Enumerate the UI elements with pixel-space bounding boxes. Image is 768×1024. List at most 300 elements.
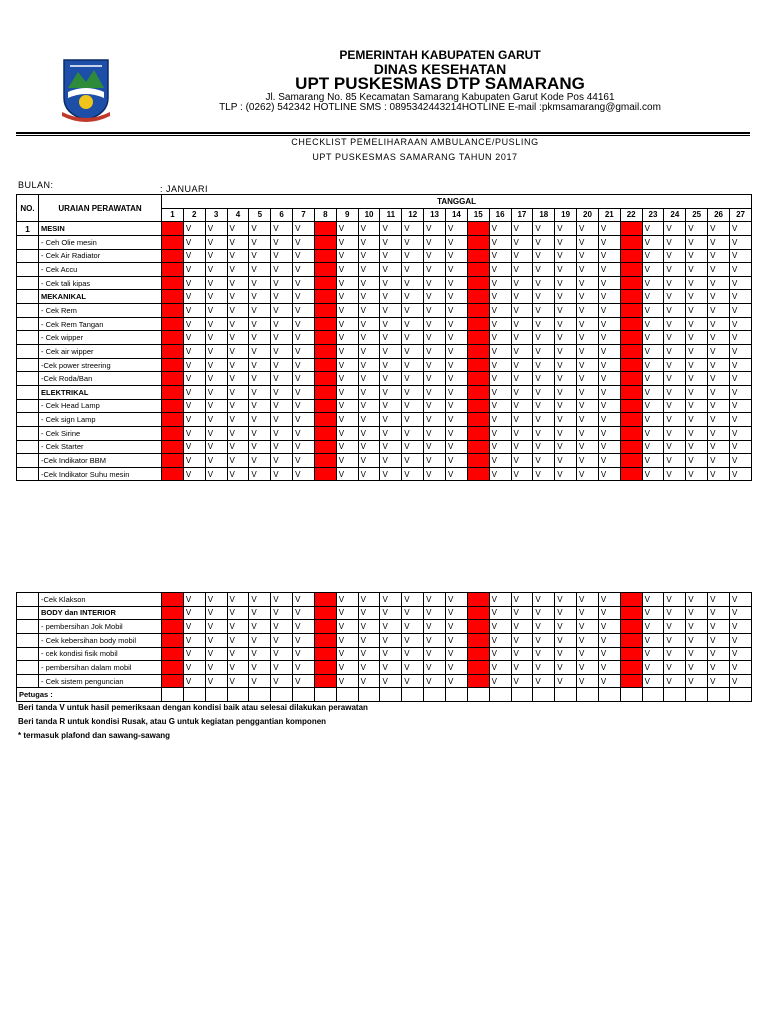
check-cell[interactable]: V bbox=[686, 454, 708, 468]
check-cell[interactable]: V bbox=[686, 345, 708, 359]
check-cell[interactable]: V bbox=[380, 235, 402, 249]
check-cell[interactable]: V bbox=[293, 385, 315, 399]
check-cell[interactable]: V bbox=[424, 249, 446, 263]
check-cell[interactable]: V bbox=[336, 454, 358, 468]
check-cell[interactable]: V bbox=[729, 385, 751, 399]
check-cell[interactable]: V bbox=[380, 647, 402, 661]
check-cell[interactable]: V bbox=[271, 304, 293, 318]
check-cell[interactable]: V bbox=[686, 426, 708, 440]
check-cell[interactable]: V bbox=[227, 440, 249, 454]
check-cell[interactable]: V bbox=[402, 222, 424, 236]
check-cell[interactable]: V bbox=[227, 647, 249, 661]
check-cell[interactable]: V bbox=[358, 276, 380, 290]
check-cell[interactable]: V bbox=[293, 633, 315, 647]
check-cell[interactable]: V bbox=[577, 372, 599, 386]
check-cell[interactable]: V bbox=[205, 620, 227, 634]
check-cell[interactable]: V bbox=[511, 331, 533, 345]
check-cell[interactable]: V bbox=[642, 345, 664, 359]
check-cell[interactable]: V bbox=[533, 276, 555, 290]
check-cell[interactable]: V bbox=[729, 263, 751, 277]
check-cell[interactable]: V bbox=[642, 385, 664, 399]
check-cell[interactable]: V bbox=[729, 358, 751, 372]
check-cell[interactable]: V bbox=[205, 661, 227, 675]
check-cell[interactable]: V bbox=[577, 454, 599, 468]
check-cell[interactable]: V bbox=[271, 647, 293, 661]
check-cell[interactable]: V bbox=[424, 647, 446, 661]
check-cell[interactable]: V bbox=[664, 304, 686, 318]
check-cell[interactable]: V bbox=[577, 633, 599, 647]
check-cell[interactable]: V bbox=[293, 345, 315, 359]
check-cell[interactable]: V bbox=[598, 331, 620, 345]
check-cell[interactable]: V bbox=[489, 620, 511, 634]
check-cell[interactable]: V bbox=[577, 426, 599, 440]
check-cell[interactable]: V bbox=[489, 317, 511, 331]
check-cell[interactable]: V bbox=[424, 276, 446, 290]
check-cell[interactable]: V bbox=[489, 372, 511, 386]
check-cell[interactable]: V bbox=[489, 674, 511, 688]
check-cell[interactable]: V bbox=[205, 674, 227, 688]
check-cell[interactable]: V bbox=[489, 290, 511, 304]
check-cell[interactable]: V bbox=[445, 317, 467, 331]
check-cell[interactable]: V bbox=[249, 413, 271, 427]
check-cell[interactable]: V bbox=[511, 290, 533, 304]
check-cell[interactable]: V bbox=[249, 263, 271, 277]
check-cell[interactable]: V bbox=[555, 385, 577, 399]
check-cell[interactable]: V bbox=[729, 290, 751, 304]
check-cell[interactable]: V bbox=[183, 331, 205, 345]
check-cell[interactable]: V bbox=[249, 593, 271, 607]
signature-cell[interactable] bbox=[227, 688, 249, 702]
check-cell[interactable]: V bbox=[183, 304, 205, 318]
check-cell[interactable]: V bbox=[577, 249, 599, 263]
check-cell[interactable]: V bbox=[445, 620, 467, 634]
check-cell[interactable]: V bbox=[686, 593, 708, 607]
check-cell[interactable]: V bbox=[402, 372, 424, 386]
check-cell[interactable]: V bbox=[533, 385, 555, 399]
check-cell[interactable]: V bbox=[380, 276, 402, 290]
signature-cell[interactable] bbox=[708, 688, 730, 702]
check-cell[interactable]: V bbox=[577, 647, 599, 661]
check-cell[interactable]: V bbox=[729, 317, 751, 331]
check-cell[interactable]: V bbox=[205, 467, 227, 481]
check-cell[interactable]: V bbox=[686, 606, 708, 620]
check-cell[interactable]: V bbox=[271, 467, 293, 481]
check-cell[interactable]: V bbox=[664, 372, 686, 386]
check-cell[interactable]: V bbox=[293, 304, 315, 318]
check-cell[interactable]: V bbox=[402, 674, 424, 688]
check-cell[interactable]: V bbox=[227, 606, 249, 620]
check-cell[interactable]: V bbox=[555, 454, 577, 468]
check-cell[interactable]: V bbox=[358, 606, 380, 620]
check-cell[interactable]: V bbox=[445, 647, 467, 661]
check-cell[interactable]: V bbox=[205, 222, 227, 236]
check-cell[interactable]: V bbox=[533, 235, 555, 249]
check-cell[interactable]: V bbox=[598, 467, 620, 481]
check-cell[interactable]: V bbox=[183, 372, 205, 386]
check-cell[interactable]: V bbox=[402, 606, 424, 620]
check-cell[interactable]: V bbox=[533, 249, 555, 263]
check-cell[interactable]: V bbox=[642, 647, 664, 661]
check-cell[interactable]: V bbox=[183, 317, 205, 331]
check-cell[interactable]: V bbox=[686, 372, 708, 386]
check-cell[interactable]: V bbox=[598, 249, 620, 263]
check-cell[interactable]: V bbox=[598, 263, 620, 277]
check-cell[interactable]: V bbox=[598, 317, 620, 331]
check-cell[interactable]: V bbox=[489, 276, 511, 290]
check-cell[interactable]: V bbox=[445, 222, 467, 236]
check-cell[interactable]: V bbox=[293, 674, 315, 688]
signature-cell[interactable] bbox=[620, 688, 642, 702]
check-cell[interactable]: V bbox=[271, 372, 293, 386]
check-cell[interactable]: V bbox=[293, 426, 315, 440]
check-cell[interactable]: V bbox=[271, 426, 293, 440]
check-cell[interactable]: V bbox=[642, 440, 664, 454]
check-cell[interactable]: V bbox=[708, 440, 730, 454]
check-cell[interactable]: V bbox=[664, 426, 686, 440]
check-cell[interactable]: V bbox=[424, 674, 446, 688]
check-cell[interactable]: V bbox=[511, 647, 533, 661]
check-cell[interactable]: V bbox=[445, 454, 467, 468]
check-cell[interactable]: V bbox=[380, 426, 402, 440]
check-cell[interactable]: V bbox=[533, 372, 555, 386]
check-cell[interactable]: V bbox=[249, 467, 271, 481]
check-cell[interactable]: V bbox=[183, 358, 205, 372]
check-cell[interactable]: V bbox=[708, 647, 730, 661]
check-cell[interactable]: V bbox=[445, 606, 467, 620]
check-cell[interactable]: V bbox=[533, 661, 555, 675]
check-cell[interactable]: V bbox=[533, 331, 555, 345]
check-cell[interactable]: V bbox=[336, 647, 358, 661]
check-cell[interactable]: V bbox=[293, 235, 315, 249]
check-cell[interactable]: V bbox=[445, 593, 467, 607]
check-cell[interactable]: V bbox=[227, 345, 249, 359]
check-cell[interactable]: V bbox=[445, 235, 467, 249]
check-cell[interactable]: V bbox=[555, 426, 577, 440]
check-cell[interactable]: V bbox=[336, 222, 358, 236]
check-cell[interactable]: V bbox=[358, 222, 380, 236]
check-cell[interactable]: V bbox=[293, 276, 315, 290]
check-cell[interactable]: V bbox=[424, 633, 446, 647]
check-cell[interactable]: V bbox=[183, 235, 205, 249]
check-cell[interactable]: V bbox=[511, 413, 533, 427]
check-cell[interactable]: V bbox=[533, 222, 555, 236]
check-cell[interactable]: V bbox=[402, 399, 424, 413]
check-cell[interactable]: V bbox=[424, 304, 446, 318]
check-cell[interactable]: V bbox=[642, 674, 664, 688]
check-cell[interactable]: V bbox=[249, 440, 271, 454]
check-cell[interactable]: V bbox=[708, 249, 730, 263]
check-cell[interactable]: V bbox=[533, 674, 555, 688]
check-cell[interactable]: V bbox=[336, 276, 358, 290]
check-cell[interactable]: V bbox=[271, 345, 293, 359]
check-cell[interactable]: V bbox=[577, 317, 599, 331]
check-cell[interactable]: V bbox=[183, 385, 205, 399]
check-cell[interactable]: V bbox=[577, 413, 599, 427]
check-cell[interactable]: V bbox=[227, 620, 249, 634]
check-cell[interactable]: V bbox=[664, 385, 686, 399]
check-cell[interactable]: V bbox=[555, 399, 577, 413]
check-cell[interactable]: V bbox=[183, 593, 205, 607]
check-cell[interactable]: V bbox=[380, 674, 402, 688]
check-cell[interactable]: V bbox=[445, 399, 467, 413]
check-cell[interactable]: V bbox=[708, 235, 730, 249]
check-cell[interactable]: V bbox=[729, 235, 751, 249]
check-cell[interactable]: V bbox=[249, 647, 271, 661]
check-cell[interactable]: V bbox=[598, 290, 620, 304]
signature-cell[interactable] bbox=[555, 688, 577, 702]
check-cell[interactable]: V bbox=[642, 331, 664, 345]
check-cell[interactable]: V bbox=[598, 399, 620, 413]
check-cell[interactable]: V bbox=[380, 620, 402, 634]
check-cell[interactable]: V bbox=[598, 235, 620, 249]
check-cell[interactable]: V bbox=[227, 372, 249, 386]
check-cell[interactable]: V bbox=[336, 440, 358, 454]
check-cell[interactable]: V bbox=[729, 467, 751, 481]
check-cell[interactable]: V bbox=[708, 413, 730, 427]
check-cell[interactable]: V bbox=[686, 317, 708, 331]
check-cell[interactable]: V bbox=[555, 304, 577, 318]
signature-cell[interactable] bbox=[358, 688, 380, 702]
check-cell[interactable]: V bbox=[686, 620, 708, 634]
check-cell[interactable]: V bbox=[642, 593, 664, 607]
check-cell[interactable]: V bbox=[729, 440, 751, 454]
check-cell[interactable]: V bbox=[445, 263, 467, 277]
check-cell[interactable]: V bbox=[555, 263, 577, 277]
check-cell[interactable]: V bbox=[555, 249, 577, 263]
check-cell[interactable]: V bbox=[664, 647, 686, 661]
check-cell[interactable]: V bbox=[271, 263, 293, 277]
check-cell[interactable]: V bbox=[205, 263, 227, 277]
check-cell[interactable]: V bbox=[577, 358, 599, 372]
check-cell[interactable]: V bbox=[664, 263, 686, 277]
check-cell[interactable]: V bbox=[380, 372, 402, 386]
check-cell[interactable]: V bbox=[380, 593, 402, 607]
check-cell[interactable]: V bbox=[511, 385, 533, 399]
check-cell[interactable]: V bbox=[555, 235, 577, 249]
check-cell[interactable]: V bbox=[598, 222, 620, 236]
check-cell[interactable]: V bbox=[249, 620, 271, 634]
check-cell[interactable]: V bbox=[708, 222, 730, 236]
check-cell[interactable]: V bbox=[358, 249, 380, 263]
check-cell[interactable]: V bbox=[249, 674, 271, 688]
check-cell[interactable]: V bbox=[227, 290, 249, 304]
check-cell[interactable]: V bbox=[380, 249, 402, 263]
check-cell[interactable]: V bbox=[249, 606, 271, 620]
check-cell[interactable]: V bbox=[402, 263, 424, 277]
check-cell[interactable]: V bbox=[664, 399, 686, 413]
check-cell[interactable]: V bbox=[686, 647, 708, 661]
signature-cell[interactable] bbox=[511, 688, 533, 702]
check-cell[interactable]: V bbox=[511, 606, 533, 620]
check-cell[interactable]: V bbox=[577, 467, 599, 481]
check-cell[interactable]: V bbox=[271, 674, 293, 688]
signature-cell[interactable] bbox=[686, 688, 708, 702]
check-cell[interactable]: V bbox=[424, 263, 446, 277]
check-cell[interactable]: V bbox=[271, 385, 293, 399]
check-cell[interactable]: V bbox=[424, 454, 446, 468]
check-cell[interactable]: V bbox=[271, 235, 293, 249]
check-cell[interactable]: V bbox=[424, 345, 446, 359]
check-cell[interactable]: V bbox=[729, 331, 751, 345]
check-cell[interactable]: V bbox=[227, 276, 249, 290]
check-cell[interactable]: V bbox=[402, 633, 424, 647]
check-cell[interactable]: V bbox=[183, 413, 205, 427]
check-cell[interactable]: V bbox=[358, 413, 380, 427]
signature-cell[interactable] bbox=[205, 688, 227, 702]
check-cell[interactable]: V bbox=[577, 263, 599, 277]
check-cell[interactable]: V bbox=[249, 304, 271, 318]
check-cell[interactable]: V bbox=[729, 674, 751, 688]
check-cell[interactable]: V bbox=[358, 399, 380, 413]
check-cell[interactable]: V bbox=[686, 235, 708, 249]
check-cell[interactable]: V bbox=[577, 331, 599, 345]
check-cell[interactable]: V bbox=[729, 426, 751, 440]
check-cell[interactable]: V bbox=[271, 606, 293, 620]
check-cell[interactable]: V bbox=[533, 467, 555, 481]
check-cell[interactable]: V bbox=[598, 426, 620, 440]
check-cell[interactable]: V bbox=[489, 304, 511, 318]
check-cell[interactable]: V bbox=[577, 440, 599, 454]
check-cell[interactable]: V bbox=[227, 222, 249, 236]
check-cell[interactable]: V bbox=[402, 620, 424, 634]
check-cell[interactable]: V bbox=[708, 633, 730, 647]
check-cell[interactable]: V bbox=[664, 467, 686, 481]
check-cell[interactable]: V bbox=[380, 413, 402, 427]
check-cell[interactable]: V bbox=[533, 263, 555, 277]
signature-cell[interactable] bbox=[314, 688, 336, 702]
signature-cell[interactable] bbox=[183, 688, 205, 702]
signature-cell[interactable] bbox=[293, 688, 315, 702]
check-cell[interactable]: V bbox=[708, 290, 730, 304]
check-cell[interactable]: V bbox=[686, 633, 708, 647]
check-cell[interactable]: V bbox=[402, 276, 424, 290]
check-cell[interactable]: V bbox=[336, 358, 358, 372]
check-cell[interactable]: V bbox=[598, 385, 620, 399]
check-cell[interactable]: V bbox=[511, 426, 533, 440]
check-cell[interactable]: V bbox=[642, 304, 664, 318]
check-cell[interactable]: V bbox=[729, 661, 751, 675]
check-cell[interactable]: V bbox=[598, 304, 620, 318]
check-cell[interactable]: V bbox=[729, 633, 751, 647]
check-cell[interactable]: V bbox=[402, 235, 424, 249]
check-cell[interactable]: V bbox=[708, 674, 730, 688]
check-cell[interactable]: V bbox=[489, 647, 511, 661]
check-cell[interactable]: V bbox=[708, 276, 730, 290]
signature-cell[interactable] bbox=[336, 688, 358, 702]
check-cell[interactable]: V bbox=[358, 674, 380, 688]
check-cell[interactable]: V bbox=[533, 426, 555, 440]
check-cell[interactable]: V bbox=[555, 331, 577, 345]
check-cell[interactable]: V bbox=[380, 399, 402, 413]
check-cell[interactable]: V bbox=[380, 606, 402, 620]
check-cell[interactable]: V bbox=[205, 235, 227, 249]
check-cell[interactable]: V bbox=[686, 222, 708, 236]
check-cell[interactable]: V bbox=[577, 674, 599, 688]
check-cell[interactable]: V bbox=[686, 674, 708, 688]
check-cell[interactable]: V bbox=[336, 633, 358, 647]
check-cell[interactable]: V bbox=[729, 593, 751, 607]
check-cell[interactable]: V bbox=[489, 633, 511, 647]
check-cell[interactable]: V bbox=[249, 290, 271, 304]
check-cell[interactable]: V bbox=[293, 454, 315, 468]
check-cell[interactable]: V bbox=[293, 331, 315, 345]
check-cell[interactable]: V bbox=[642, 620, 664, 634]
check-cell[interactable]: V bbox=[642, 606, 664, 620]
check-cell[interactable]: V bbox=[445, 385, 467, 399]
check-cell[interactable]: V bbox=[445, 426, 467, 440]
check-cell[interactable]: V bbox=[336, 372, 358, 386]
check-cell[interactable]: V bbox=[358, 358, 380, 372]
check-cell[interactable]: V bbox=[445, 304, 467, 318]
check-cell[interactable]: V bbox=[598, 606, 620, 620]
check-cell[interactable]: V bbox=[708, 358, 730, 372]
check-cell[interactable]: V bbox=[577, 345, 599, 359]
check-cell[interactable]: V bbox=[555, 372, 577, 386]
check-cell[interactable]: V bbox=[664, 358, 686, 372]
check-cell[interactable]: V bbox=[533, 454, 555, 468]
check-cell[interactable]: V bbox=[293, 440, 315, 454]
check-cell[interactable]: V bbox=[336, 290, 358, 304]
check-cell[interactable]: V bbox=[642, 235, 664, 249]
check-cell[interactable]: V bbox=[708, 331, 730, 345]
check-cell[interactable]: V bbox=[205, 593, 227, 607]
check-cell[interactable]: V bbox=[293, 399, 315, 413]
check-cell[interactable]: V bbox=[642, 413, 664, 427]
check-cell[interactable]: V bbox=[402, 593, 424, 607]
check-cell[interactable]: V bbox=[424, 399, 446, 413]
check-cell[interactable]: V bbox=[533, 358, 555, 372]
check-cell[interactable]: V bbox=[424, 620, 446, 634]
check-cell[interactable]: V bbox=[336, 263, 358, 277]
check-cell[interactable]: V bbox=[424, 290, 446, 304]
check-cell[interactable]: V bbox=[205, 249, 227, 263]
check-cell[interactable]: V bbox=[664, 290, 686, 304]
check-cell[interactable]: V bbox=[729, 647, 751, 661]
check-cell[interactable]: V bbox=[183, 222, 205, 236]
check-cell[interactable]: V bbox=[183, 345, 205, 359]
check-cell[interactable]: V bbox=[533, 304, 555, 318]
check-cell[interactable]: V bbox=[511, 235, 533, 249]
check-cell[interactable]: V bbox=[205, 426, 227, 440]
check-cell[interactable]: V bbox=[533, 647, 555, 661]
check-cell[interactable]: V bbox=[642, 290, 664, 304]
check-cell[interactable]: V bbox=[227, 661, 249, 675]
check-cell[interactable]: V bbox=[424, 235, 446, 249]
check-cell[interactable]: V bbox=[183, 399, 205, 413]
check-cell[interactable]: V bbox=[358, 235, 380, 249]
check-cell[interactable]: V bbox=[577, 304, 599, 318]
check-cell[interactable]: V bbox=[424, 467, 446, 481]
check-cell[interactable]: V bbox=[358, 372, 380, 386]
check-cell[interactable]: V bbox=[708, 426, 730, 440]
check-cell[interactable]: V bbox=[183, 620, 205, 634]
check-cell[interactable]: V bbox=[642, 467, 664, 481]
signature-cell[interactable] bbox=[380, 688, 402, 702]
check-cell[interactable]: V bbox=[577, 620, 599, 634]
check-cell[interactable]: V bbox=[511, 358, 533, 372]
check-cell[interactable]: V bbox=[489, 661, 511, 675]
check-cell[interactable]: V bbox=[664, 276, 686, 290]
check-cell[interactable]: V bbox=[642, 249, 664, 263]
signature-cell[interactable] bbox=[489, 688, 511, 702]
check-cell[interactable]: V bbox=[271, 331, 293, 345]
check-cell[interactable]: V bbox=[489, 413, 511, 427]
check-cell[interactable]: V bbox=[533, 413, 555, 427]
check-cell[interactable]: V bbox=[424, 385, 446, 399]
check-cell[interactable]: V bbox=[205, 454, 227, 468]
check-cell[interactable]: V bbox=[249, 372, 271, 386]
signature-cell[interactable] bbox=[467, 688, 489, 702]
